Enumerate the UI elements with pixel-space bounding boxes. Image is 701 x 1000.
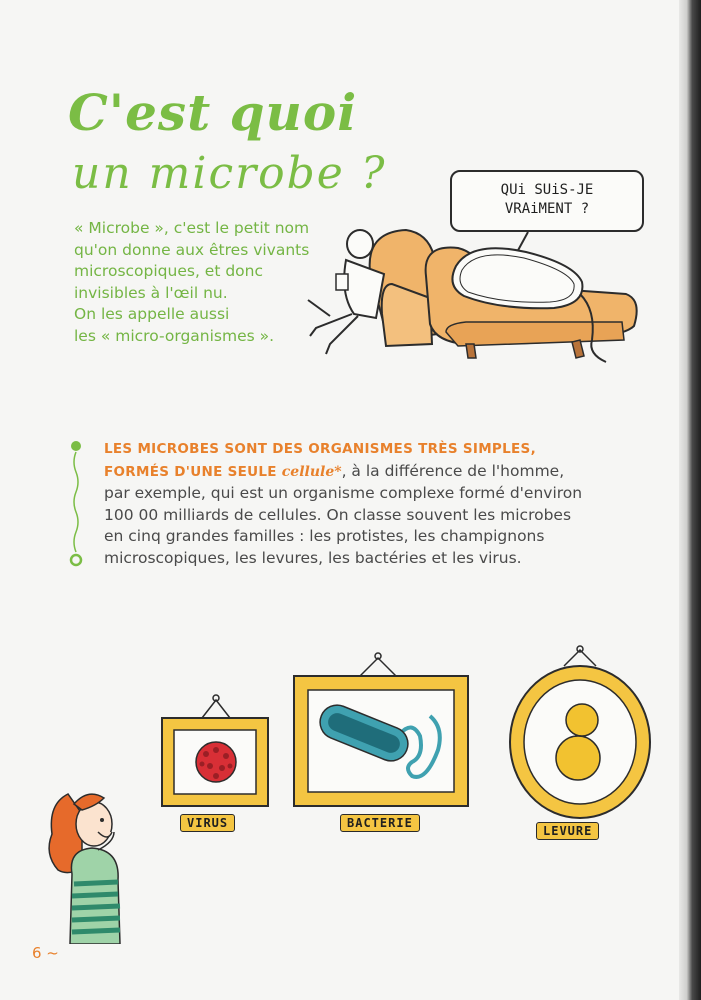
virus-frame	[162, 695, 268, 806]
girl-illustration	[38, 784, 148, 944]
title-line-1: C'est quoi	[68, 83, 358, 142]
paragraph-line: en cinq grandes familles : les protistes, les champignons	[104, 527, 545, 545]
intro-line: « Microbe », c'est le petit nom	[74, 219, 310, 237]
bullet-decoration	[68, 440, 88, 570]
paragraph-line	[104, 461, 624, 484]
speech-line: VRAiMENT ?	[504, 201, 590, 217]
main-paragraph	[104, 438, 624, 569]
page-title	[68, 83, 387, 199]
paragraph-line: 100 00 milliards de cellules. On classe souvent les microbes	[104, 505, 572, 524]
intro-line: On les appelle aussi	[74, 305, 230, 323]
page-edge	[679, 0, 701, 1000]
paragraph-line: microscopiques, les levures, les bactéries et les virus.	[104, 548, 522, 567]
intro-line: invisibles à l'œil nu.	[74, 283, 228, 302]
virus-icon	[196, 742, 236, 782]
intro-line: les « micro-organismes ».	[74, 326, 275, 345]
yeast-label: LEVURE	[536, 822, 599, 840]
lead-text: LES MICROBES SONT DES ORGANISMES TRÈS SIMPLES,	[104, 441, 536, 457]
bacteria-label: BACTERIE	[340, 814, 420, 832]
bacteria-frame	[294, 653, 468, 806]
speech-line: QUi SUiS-JE	[500, 182, 594, 198]
paragraph-text: , à la différence de l'homme,	[341, 461, 565, 480]
couch-illustration	[296, 214, 656, 384]
virus-label: VIRUS	[180, 814, 235, 832]
paragraph-line: par exemple, qui est un organisme complexe formé d'environ	[104, 484, 583, 502]
glossary-term-cellule[interactable]: cellule*	[281, 463, 342, 480]
intro-line: microscopiques, et donc	[74, 262, 264, 280]
lead-text: FORMÉS D'UNE SEULE	[104, 463, 277, 480]
title-line-2: un microbe ?	[72, 148, 387, 199]
speech-bubble	[450, 170, 644, 232]
yeast-frame	[510, 646, 650, 818]
paragraph-lead-line	[104, 438, 624, 461]
intro-line: qu'on donne aux êtres vivants	[74, 240, 310, 259]
page-number: 6 ~	[32, 944, 59, 962]
